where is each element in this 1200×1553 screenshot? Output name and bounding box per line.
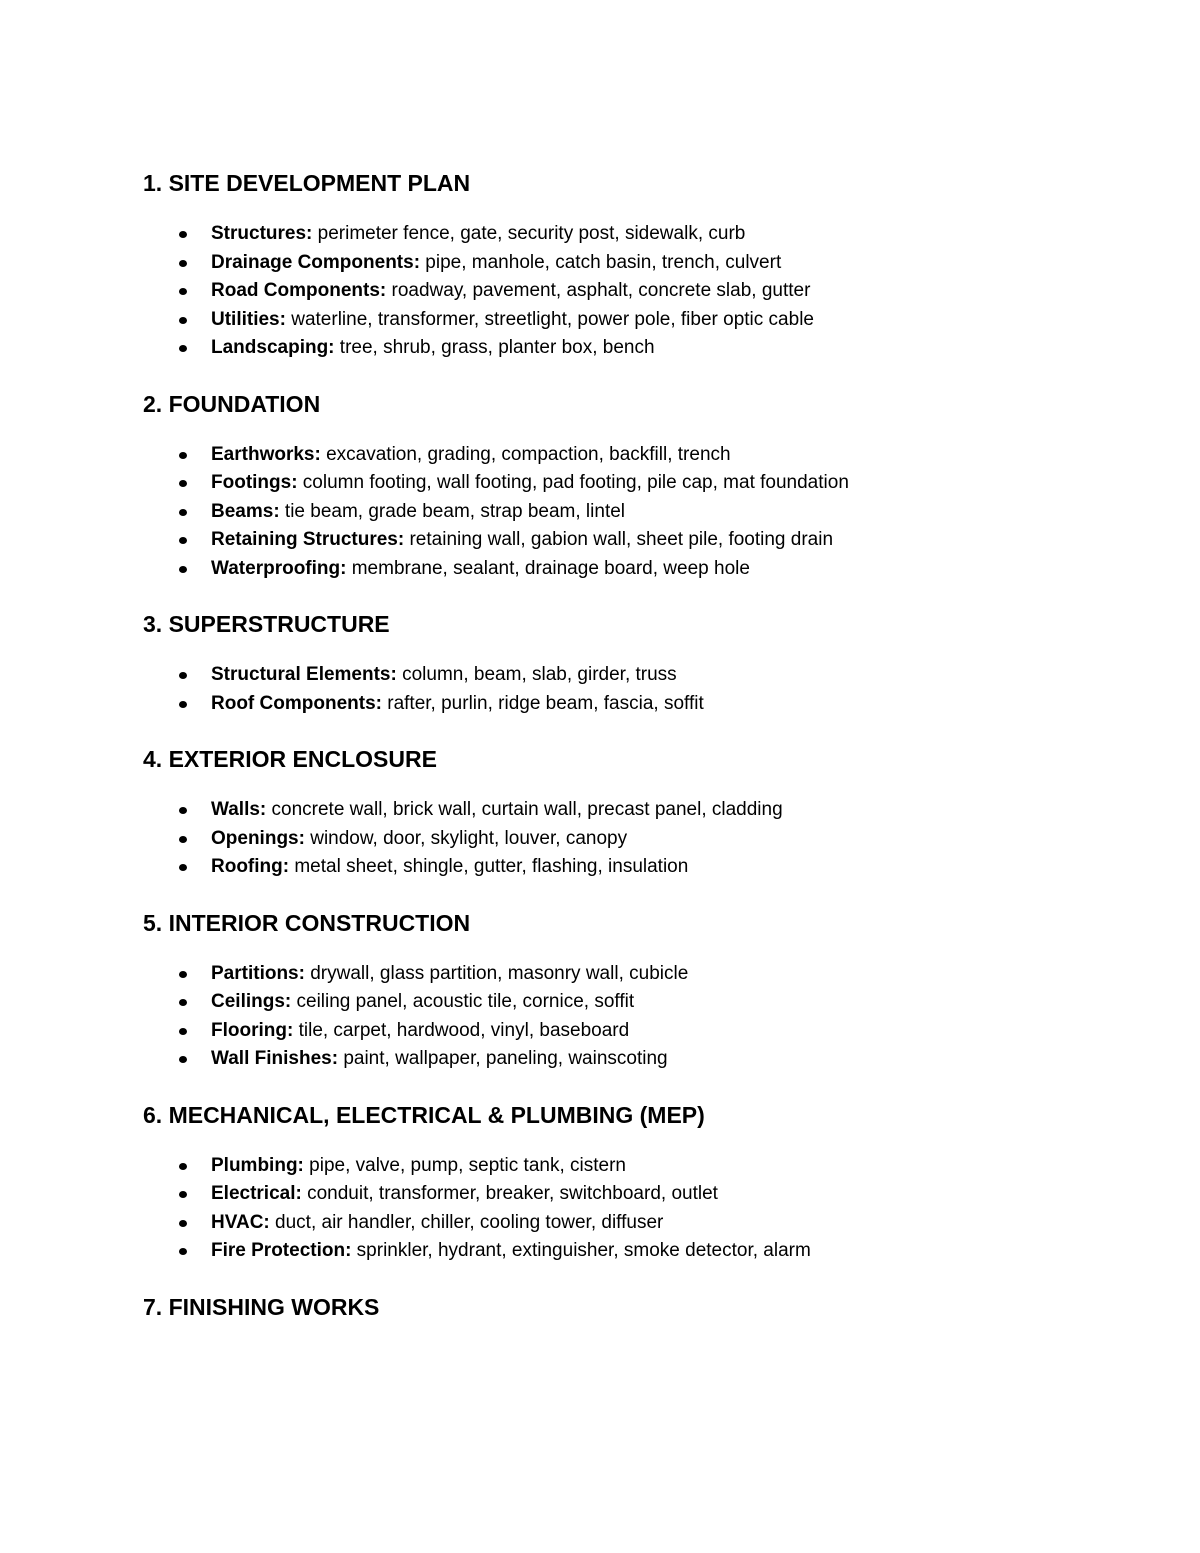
item-text: conduit, transformer, breaker, switchboard, outlet bbox=[301, 1183, 718, 1204]
item-text: duct, air handler, chiller, cooling tower, diffuser bbox=[269, 1211, 664, 1233]
list-item bbox=[143, 1017, 1043, 1046]
bullet-icon bbox=[179, 836, 187, 843]
item-label: HVAC: bbox=[211, 1211, 270, 1233]
section-foundation bbox=[143, 389, 1043, 584]
list-item bbox=[143, 1209, 1043, 1238]
section-site-development-plan bbox=[143, 168, 1043, 363]
item-text: tile, carpet, hardwood, vinyl, baseboard bbox=[293, 1019, 630, 1041]
list-item bbox=[143, 988, 1043, 1017]
section-interior-construction bbox=[143, 908, 1043, 1074]
bullet-icon bbox=[179, 1056, 187, 1063]
item-text: paint, wallpaper, paneling, wainscoting bbox=[338, 1048, 668, 1069]
bullet-icon bbox=[179, 231, 187, 238]
item-label: Landscaping: bbox=[211, 337, 335, 358]
item-label: Waterproofing: bbox=[211, 557, 347, 579]
list-item bbox=[143, 1045, 1043, 1074]
item-text: sprinkler, hydrant, extinguisher, smoke detector, alarm bbox=[351, 1240, 811, 1261]
bullet-icon bbox=[179, 999, 187, 1006]
item-text: column footing, wall footing, pad footing, pile cap, mat foundation bbox=[297, 472, 849, 493]
list-item bbox=[143, 1180, 1043, 1209]
bullet-icon bbox=[179, 288, 187, 295]
item-text: roadway, pavement, asphalt, concrete slab, gutter bbox=[386, 280, 811, 301]
bullet-icon bbox=[179, 864, 187, 871]
item-text: membrane, sealant, drainage board, weep hole bbox=[346, 557, 750, 579]
bullet-icon bbox=[179, 480, 187, 487]
item-label: Roof Components: bbox=[211, 692, 382, 714]
item-text: pipe, valve, pump, septic tank, cistern bbox=[303, 1154, 626, 1176]
item-text: metal sheet, shingle, gutter, flashing, insulation bbox=[289, 856, 689, 877]
item-label: Retaining Structures: bbox=[211, 529, 405, 550]
item-label: Electrical: bbox=[211, 1183, 302, 1204]
item-label: Plumbing: bbox=[211, 1154, 304, 1176]
bullet-icon bbox=[179, 537, 187, 544]
list-item bbox=[143, 825, 1043, 854]
list-item bbox=[143, 960, 1043, 989]
section-title: 7. FINISHING WORKS bbox=[143, 1293, 380, 1320]
bullet-list bbox=[143, 796, 1043, 882]
section-title: 4. EXTERIOR ENCLOSURE bbox=[143, 746, 437, 772]
item-label: Utilities: bbox=[211, 308, 286, 330]
item-label: Earthworks: bbox=[211, 443, 321, 465]
bullet-icon bbox=[179, 317, 187, 324]
bullet-icon bbox=[179, 509, 187, 516]
list-item bbox=[143, 220, 1043, 249]
list-item bbox=[143, 1237, 1043, 1266]
bullet-icon bbox=[179, 1163, 187, 1170]
bullet-icon bbox=[179, 701, 187, 708]
section-exterior-enclosure bbox=[143, 744, 1043, 882]
bullet-icon bbox=[179, 672, 187, 679]
item-text: column, beam, slab, girder, truss bbox=[396, 664, 677, 685]
list-item bbox=[143, 796, 1043, 825]
item-label: Structural Elements: bbox=[211, 664, 397, 685]
item-text: pipe, manhole, catch basin, trench, culvert bbox=[420, 251, 782, 273]
list-item bbox=[143, 441, 1043, 470]
section-superstructure bbox=[143, 609, 1043, 718]
item-label: Partitions: bbox=[211, 962, 305, 984]
section-title: 1. SITE DEVELOPMENT PLAN bbox=[143, 170, 471, 196]
item-label: Openings: bbox=[211, 827, 305, 849]
item-label: Drainage Components: bbox=[211, 251, 421, 273]
bullet-icon bbox=[179, 807, 187, 814]
list-item bbox=[143, 277, 1043, 306]
bullet-icon bbox=[179, 566, 187, 573]
item-label: Footings: bbox=[211, 472, 298, 493]
section-title: 2. FOUNDATION bbox=[143, 390, 321, 417]
item-label: Ceilings: bbox=[211, 991, 292, 1012]
item-label: Road Components: bbox=[211, 280, 387, 301]
bullet-list bbox=[143, 960, 1043, 1074]
item-text: drywall, glass partition, masonry wall, cubicle bbox=[304, 962, 689, 984]
bullet-icon bbox=[179, 971, 187, 978]
section-title: 5. INTERIOR CONSTRUCTION bbox=[143, 909, 471, 936]
item-text: window, door, skylight, louver, canopy bbox=[304, 827, 628, 849]
item-label: Wall Finishes: bbox=[211, 1048, 339, 1069]
item-label: Walls: bbox=[211, 799, 267, 820]
bullet-icon bbox=[179, 452, 187, 459]
item-label: Beams: bbox=[211, 500, 280, 522]
section-title: 6. MECHANICAL, ELECTRICAL & PLUMBING (MEP) bbox=[143, 1101, 705, 1128]
list-item bbox=[143, 249, 1043, 278]
bullet-icon bbox=[179, 1220, 187, 1227]
item-text: tie beam, grade beam, strap beam, lintel bbox=[279, 500, 626, 522]
list-item bbox=[143, 1152, 1043, 1181]
item-text: retaining wall, gabion wall, sheet pile, footing drain bbox=[404, 529, 834, 550]
bullet-list bbox=[143, 1152, 1043, 1266]
item-label: Flooring: bbox=[211, 1019, 294, 1041]
item-text: excavation, grading, compaction, backfill, trench bbox=[320, 443, 731, 465]
item-text: perimeter fence, gate, security post, sidewalk, curb bbox=[312, 223, 746, 244]
section-finishing-works bbox=[143, 1292, 1043, 1322]
bullet-list bbox=[143, 661, 1043, 718]
section-mep bbox=[143, 1100, 1043, 1266]
item-label: Roofing: bbox=[211, 856, 290, 877]
list-item bbox=[143, 306, 1043, 335]
bullet-list bbox=[143, 441, 1043, 584]
list-item bbox=[143, 526, 1043, 555]
bullet-list bbox=[143, 220, 1043, 363]
item-text: rafter, purlin, ridge beam, fascia, soffit bbox=[381, 692, 704, 714]
bullet-icon bbox=[179, 1028, 187, 1035]
bullet-icon bbox=[179, 1191, 187, 1198]
list-item bbox=[143, 690, 1043, 719]
list-item bbox=[143, 498, 1043, 527]
bullet-icon bbox=[179, 260, 187, 267]
section-title: 3. SUPERSTRUCTURE bbox=[143, 611, 390, 637]
item-text: waterline, transformer, streetlight, power pole, fiber optic cable bbox=[285, 308, 814, 330]
bullet-icon bbox=[179, 1248, 187, 1255]
item-label: Structures: bbox=[211, 223, 313, 244]
list-item bbox=[143, 334, 1043, 363]
list-item bbox=[143, 555, 1043, 584]
list-item bbox=[143, 661, 1043, 690]
item-text: concrete wall, brick wall, curtain wall, precast panel, cladding bbox=[266, 799, 783, 820]
document-page bbox=[143, 168, 1043, 1344]
item-text: ceiling panel, acoustic tile, cornice, soffit bbox=[291, 991, 635, 1012]
list-item bbox=[143, 469, 1043, 498]
list-item bbox=[143, 853, 1043, 882]
item-text: tree, shrub, grass, planter box, bench bbox=[334, 337, 655, 358]
item-label: Fire Protection: bbox=[211, 1240, 352, 1261]
bullet-icon bbox=[179, 345, 187, 352]
